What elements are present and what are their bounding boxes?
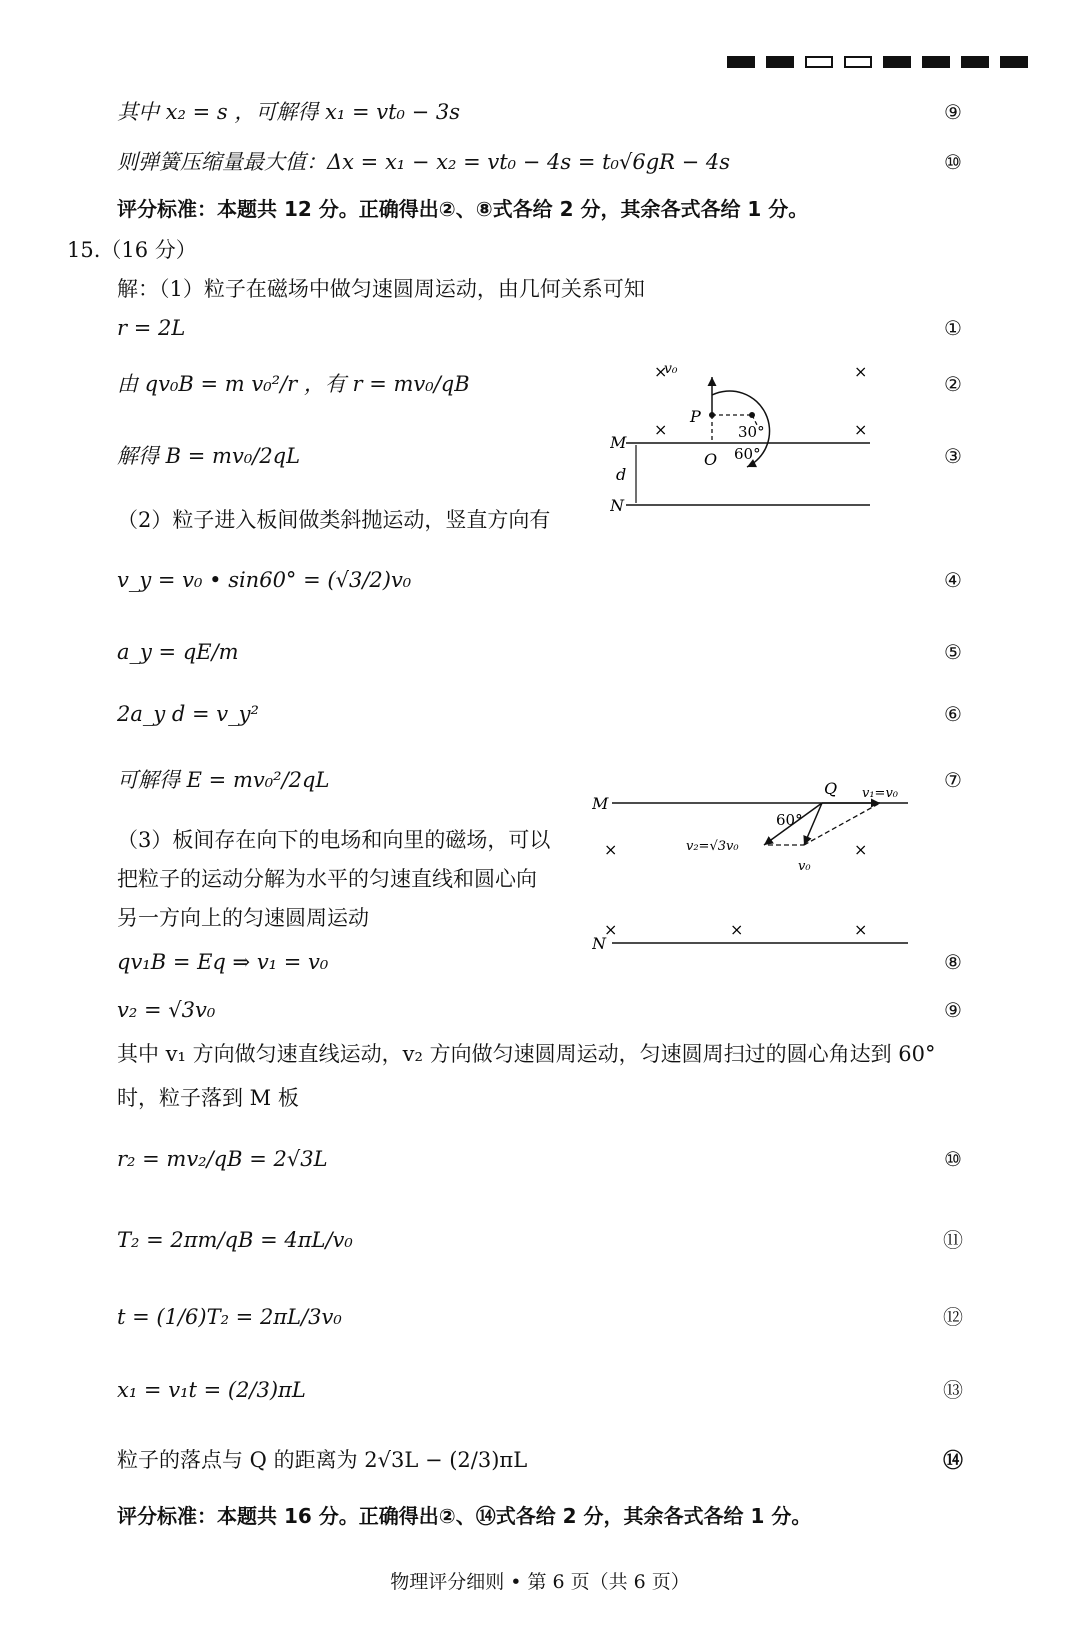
label-v0: v₀ (664, 361, 678, 377)
field-mark: × (654, 420, 668, 439)
equation-line: a_y = qE/m (117, 640, 239, 664)
equation-line: v₂ = √3v₀ (117, 998, 216, 1022)
solution-text: 粒子的落点与 Q 的距离为 2√3L − (2/3)πL (117, 1448, 528, 1472)
label-v2: v₂=√3v₀ (686, 839, 739, 854)
equation-number: ⑩ (944, 1147, 962, 1171)
equation-line: qv₁B = Eq ⇒ v₁ = v₀ (117, 950, 329, 974)
header-mark (766, 56, 794, 68)
equation-number: ⑨ (944, 100, 962, 124)
equation-number: ① (944, 316, 962, 340)
equation-number: ⑫ (943, 1305, 963, 1329)
question-heading: 15.（16 分） (67, 238, 197, 262)
equation-line: 则弹簧压缩量最大值：Δx = x₁ − x₂ = vt₀ − 4s = t₀√6gR − 4s (117, 150, 731, 174)
label-q: Q (824, 779, 838, 798)
header-mark (961, 56, 989, 68)
equation-line: 其中 x₂ = s ，可解得 x₁ = vt₀ − 3s (117, 100, 461, 124)
header-marks (727, 56, 1028, 68)
label-angle-60: 60° (776, 811, 803, 829)
label-n: N (592, 934, 606, 953)
equation-number: ⑧ (944, 950, 962, 974)
page-footer: 物理评分细则 • 第 6 页（共 6 页） (390, 1571, 690, 1593)
label-angle-60: 60° (734, 445, 761, 463)
solution-text: 把粒子的运动分解为水平的匀速直线和圆心向 (117, 867, 537, 891)
header-mark (727, 56, 755, 68)
equation-number: ⑬ (943, 1378, 963, 1402)
equation-number: ③ (944, 444, 962, 468)
equation-number: ⑥ (944, 702, 962, 726)
equation-number: ⑩ (944, 150, 962, 174)
equation-line: 由 qv₀B = m v₀²/r ，有 r = mv₀/qB (117, 372, 470, 396)
solution-text: 时，粒子落到 M 板 (117, 1086, 299, 1110)
figure-1-diagram (610, 355, 900, 525)
header-mark (922, 56, 950, 68)
equation-line: T₂ = 2πm/qB = 4πL/v₀ (117, 1228, 353, 1252)
scoring-standard: 评分标准：本题共 12 分。正确得出②、⑧式各给 2 分，其余各式各给 1 分。 (117, 197, 809, 221)
label-m: M (610, 433, 627, 452)
field-mark: × (604, 920, 618, 939)
header-mark (844, 56, 872, 68)
equation-line: r = 2L (117, 316, 186, 340)
label-m: M (592, 794, 609, 813)
equation-line: x₁ = v₁t = (2/3)πL (117, 1378, 306, 1402)
figure-2-diagram (592, 775, 912, 955)
field-mark: × (654, 362, 668, 381)
equation-number: ② (944, 372, 962, 396)
solution-text: （3）板间存在向下的电场和向里的磁场，可以 (117, 828, 551, 852)
solution-text: 其中 v₁ 方向做匀速直线运动，v₂ 方向做匀速圆周运动，匀速圆周扫过的圆心角达到 60° (117, 1042, 936, 1066)
solution-text: 解：（1）粒子在磁场中做匀速圆周运动，由几何关系可知 (117, 277, 645, 301)
equation-line: 可解得 E = mv₀²/2qL (117, 768, 330, 792)
equation-number: ④ (944, 568, 962, 592)
equation-line: 解得 B = mv₀/2qL (117, 444, 301, 468)
equation-line: t = (1/6)T₂ = 2πL/3v₀ (117, 1305, 342, 1329)
field-mark: × (854, 920, 868, 939)
equation-number: ⑭ (943, 1448, 963, 1472)
equation-number: ⑤ (944, 640, 962, 664)
equation-number: ⑦ (944, 768, 962, 792)
equation-line: 2a_y d = v_y² (117, 702, 259, 726)
header-mark (883, 56, 911, 68)
header-mark (805, 56, 833, 68)
field-mark: × (854, 420, 868, 439)
equation-line: v_y = v₀ • sin60° = (√3/2)v₀ (117, 568, 412, 592)
label-d: d (616, 465, 627, 484)
label-v1: v₁=v₀ (862, 786, 899, 801)
dashed-line (804, 803, 880, 845)
label-p: P (690, 407, 701, 426)
equation-number: ⑪ (943, 1228, 963, 1252)
solution-text: （2）粒子进入板间做类斜抛运动，竖直方向有 (117, 508, 551, 532)
field-mark: × (854, 840, 868, 859)
equation-number: ⑨ (944, 998, 962, 1022)
equation-line: r₂ = mv₂/qB = 2√3L (117, 1147, 328, 1171)
label-n: N (610, 496, 624, 515)
field-mark: × (730, 920, 744, 939)
label-angle-30: 30° (738, 423, 765, 441)
field-mark: × (604, 840, 618, 859)
field-mark: × (854, 362, 868, 381)
scoring-standard: 评分标准：本题共 16 分。正确得出②、⑭式各给 2 分，其余各式各给 1 分。 (117, 1504, 812, 1528)
label-v0: v₀ (798, 859, 811, 874)
label-o: O (704, 450, 718, 469)
solution-text: 另一方向上的匀速圆周运动 (117, 906, 369, 930)
header-mark (1000, 56, 1028, 68)
